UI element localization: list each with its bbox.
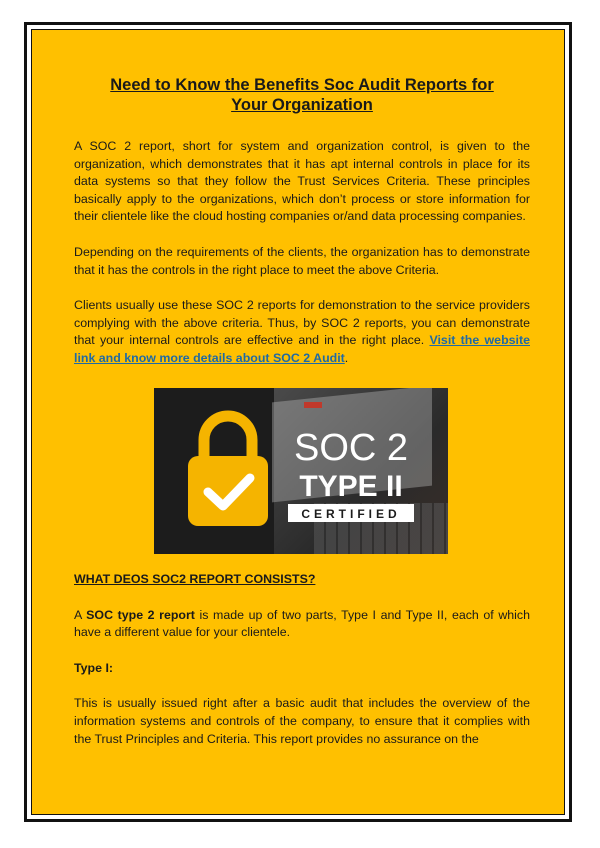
paragraph-type1: This is usually issued right after a basic audit that includes the overview of the information systems and controls of the company, to ensure that it complies with the Trust Principles and Criteria. This report provides no assurance on the: [74, 696, 530, 746]
paragraph-clients-end: .: [344, 350, 349, 365]
section-heading-consists: WHAT DEOS SOC2 REPORT CONSISTS?: [74, 572, 316, 586]
paragraph-clients: [74, 297, 530, 367]
paragraph-type2-start: A: [74, 607, 87, 622]
paragraph-type2-rest: is made up of two parts, Type I and Type II, each of which have a different value for your clientele.: [74, 607, 530, 640]
image-line-certified: CERTIFIED: [301, 507, 401, 521]
soc2-audit-link[interactable]: Visit the website link and know more details about SOC 2 Audit: [74, 333, 530, 365]
image-line-soc2: SOC 2: [293, 427, 409, 469]
soc-type2-bold: SOC type 2 report: [86, 607, 195, 622]
paragraph-requirements: Depending on the requirements of the clients, the organization has to demonstrate that it has the controls in the right place to meet the above Criteria.: [74, 244, 530, 277]
paragraph-type2: [74, 607, 530, 642]
paragraph-clients-text: Clients usually use these SOC 2 reports for demonstration to the service providers complying with the above criteria. Thus, by SOC 2 reports, you can demonstrate that your internal controls are effective and in the right place.: [74, 298, 530, 348]
document-title: [74, 75, 530, 115]
document-content: [74, 75, 530, 368]
certified-graphic: [154, 388, 448, 554]
soc2-certified-image: [154, 388, 448, 554]
document-panel: [31, 29, 565, 815]
title-line-1: Need to Know the Benefits Soc Audit Reports for: [110, 76, 494, 94]
paragraph-intro: A SOC 2 report, short for system and organization control, is given to the organization, which demonstrates that it has apt internal controls in place for its data systems so that they follow the Trust Services Criteria. These principles basically apply to the organizations, which don’t process or store information for their clientele like the cloud hosting companies or/and data processing companies.: [74, 139, 530, 224]
subheading-type1: Type I:: [74, 660, 114, 675]
title-line-2: Your Organization: [231, 96, 373, 114]
image-line-type: TYPE II: [299, 470, 403, 503]
padlock-icon: [188, 416, 268, 526]
document-content-lower: [74, 571, 530, 748]
